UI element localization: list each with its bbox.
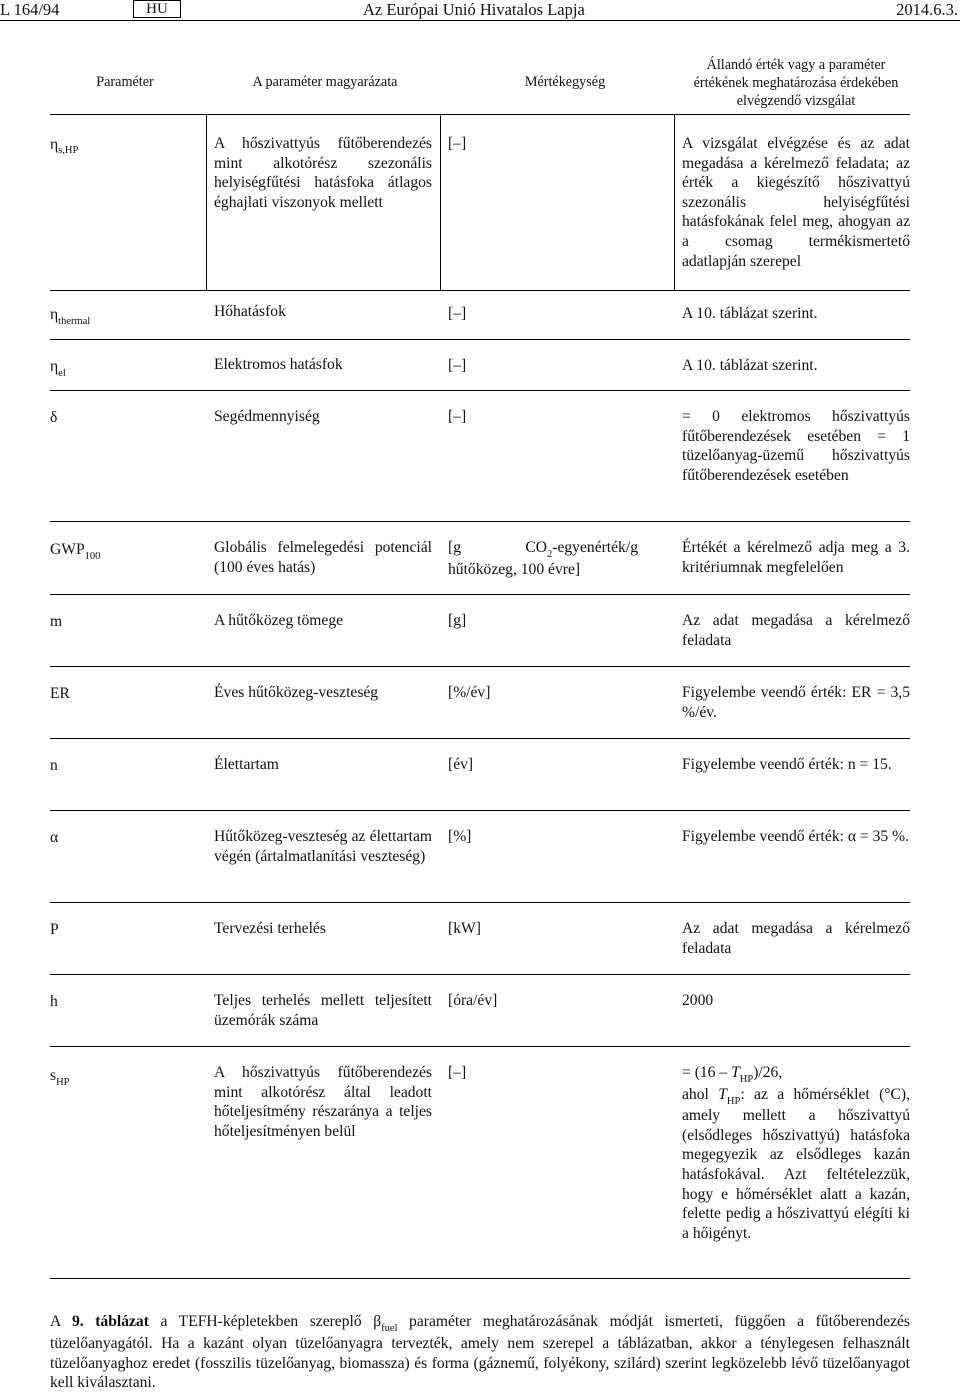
running-header — [0, 0, 960, 21]
row-value: Figyelembe veendő érték: n = 15. — [682, 756, 892, 773]
row-unit: [–] — [448, 305, 467, 322]
row-symbol: δ — [50, 409, 58, 426]
row-unit: [%/év] — [448, 684, 491, 701]
header-rule — [50, 114, 910, 115]
column-rule — [206, 115, 207, 290]
row-value: Értékét a kérelmező adja meg a 3. kritériumnak megfelelően — [682, 539, 910, 576]
row-description: Segédmennyiség — [214, 408, 320, 425]
row-description: A hőszivattyús fűtőberendezés mint alkotórész szezonális helyiségfűtési hatásfoka átlagos éghajlati viszonyok mellett — [214, 135, 432, 211]
row-unit: [g $CO_2-egyenérték/g$ hűtőközeg, 100 évre] — [448, 539, 638, 578]
row-unit: [év] — [448, 756, 474, 773]
row-description: Éves hűtőközeg-veszteség — [214, 684, 379, 701]
col-header-parameter: Paraméter — [96, 74, 154, 90]
row-separator — [50, 339, 910, 340]
row-description: A hőszivattyús fűtőberendezés mint alkotórész által leadott hőteljesítmény részaránya a teljes hőteljesítményen belül — [214, 1064, 432, 1140]
row-symbol: h — [50, 993, 58, 1010]
row-description: Hűtőközeg-veszteség az élettartam végén (ártalmatlanítási veszteség) — [214, 828, 432, 865]
row-symbol: n — [50, 757, 58, 774]
journal-title: Az Európai Unió Hivatalos Lapja — [363, 0, 585, 19]
table-bottom-rule — [50, 1278, 910, 1279]
row-symbol: $GWP_{100}$ — [50, 541, 101, 562]
row-value: Az adat megadása a kérelmező feladata — [682, 920, 910, 957]
row-separator — [50, 1046, 910, 1047]
row-description: Teljes terhelés mellett teljesített üzemórák száma — [214, 992, 432, 1029]
row-symbol: $\eta_{thermal}$ — [50, 306, 91, 327]
row-separator — [50, 390, 910, 391]
row-value: A 10. táblázat szerint. — [682, 305, 818, 322]
row-value: A 10. táblázat szerint. — [682, 357, 818, 374]
row-symbol: α — [50, 829, 59, 846]
row-separator — [50, 666, 910, 667]
row-description: Tervezési terhelés — [214, 920, 326, 937]
row-separator — [50, 902, 910, 903]
row-separator — [50, 974, 910, 975]
row-separator — [50, 290, 910, 291]
row-unit: [%] — [448, 828, 472, 845]
row-unit: [–] — [448, 135, 467, 152]
row-separator — [50, 810, 910, 811]
row-symbol: ER — [50, 685, 70, 702]
column-rule — [440, 115, 441, 290]
row-unit: [–] — [448, 357, 467, 374]
row-value: = $(16 - T_{HP})/26$, ahol $T_{HP}$: az a hőmérséklet (°C), amely mellett a hőszivattyú (elsődleges hőszivattyú) hatásfoka megegyezik az elsődleges kazán hatásfokával. Azt feltételezzük, hogy e hőmérséklet alatt a kazán, felette pedig a hőszivattyú elégíti ki a hőigényt. — [682, 1064, 911, 1242]
row-description: A hűtőközeg tömege — [214, 612, 344, 629]
row-value: = 0 elektromos hőszivattyús fűtőberendezések esetében = 1 tüzelőanyag-üzemű hőszivattyús fűtőberendezések esetében — [682, 408, 910, 484]
row-symbol: P — [50, 921, 59, 938]
col-header-value: Állandó érték vagy a paraméter értékének meghatározása érdekében elvégzendő vizsgálat — [693, 57, 899, 109]
row-value: A vizsgálat elvégzése és az adat megadása a kérelmező feladata; az érték a kiegészítő hőszivattyú szezonális helyiségfűtési hatásfokának felel meg, ahogyan az a csomag termékismertető adatlapján szerepel — [682, 135, 910, 270]
row-description: Globális felmelegedési potenciál (100 éves hatás) — [214, 539, 432, 576]
row-unit: [kW] — [448, 920, 481, 937]
row-symbol: m — [50, 613, 63, 630]
row-symbol: $s_{HP}$ — [50, 1067, 70, 1088]
row-value: 2000 — [682, 992, 714, 1009]
col-header-explanation: A paraméter magyarázata — [252, 74, 398, 90]
row-description: Elektromos hatásfok — [214, 356, 343, 373]
issue-date: 2014.6.3. — [896, 0, 958, 19]
row-unit: [–] — [448, 1064, 467, 1081]
row-symbol: $\eta_{s,HP}$ — [50, 136, 79, 156]
row-symbol: $\eta_{el}$ — [50, 358, 66, 379]
row-value: Figyelembe veendő érték: α = 35 %. — [682, 828, 909, 845]
row-unit: [–] — [448, 408, 467, 425]
row-separator — [50, 738, 910, 739]
page-number: L 164/94 — [0, 0, 60, 19]
explanatory-paragraph: A 9. táblázat a TEFH-képletekben szereplő $\beta_{fuel}$ paraméter meghatározásának módját ismerteti, függően a fűtőberendezés tüzelőanyagától. Ha a kazánt olyan tüzelőanyagra tervezték, amely nem szerepel a táblázatban, akkor a ténylegesen felhasznált tüzelőanyaghoz eredet (fosszilis tüzelőanyag, biomassza) és forma (gáznemű, folyékony, szilárd) szerint legközelebb lévő tüzelőanyagot kell kiválasztani. — [50, 1313, 910, 1392]
row-unit: [g] — [448, 612, 467, 629]
row-unit: [óra/év] — [448, 992, 498, 1009]
row-separator — [50, 594, 910, 595]
row-value: Figyelembe veendő érték: ER = 3,5 %/év. — [682, 684, 910, 721]
row-description: Élettartam — [214, 756, 279, 773]
row-description: Hőhatásfok — [214, 303, 286, 320]
col-header-unit: Mértékegység — [524, 74, 606, 90]
language-badge: HU — [133, 0, 181, 18]
row-value: Az adat megadása a kérelmező feladata — [682, 612, 910, 649]
row-separator — [50, 521, 910, 522]
column-rule — [674, 115, 675, 290]
